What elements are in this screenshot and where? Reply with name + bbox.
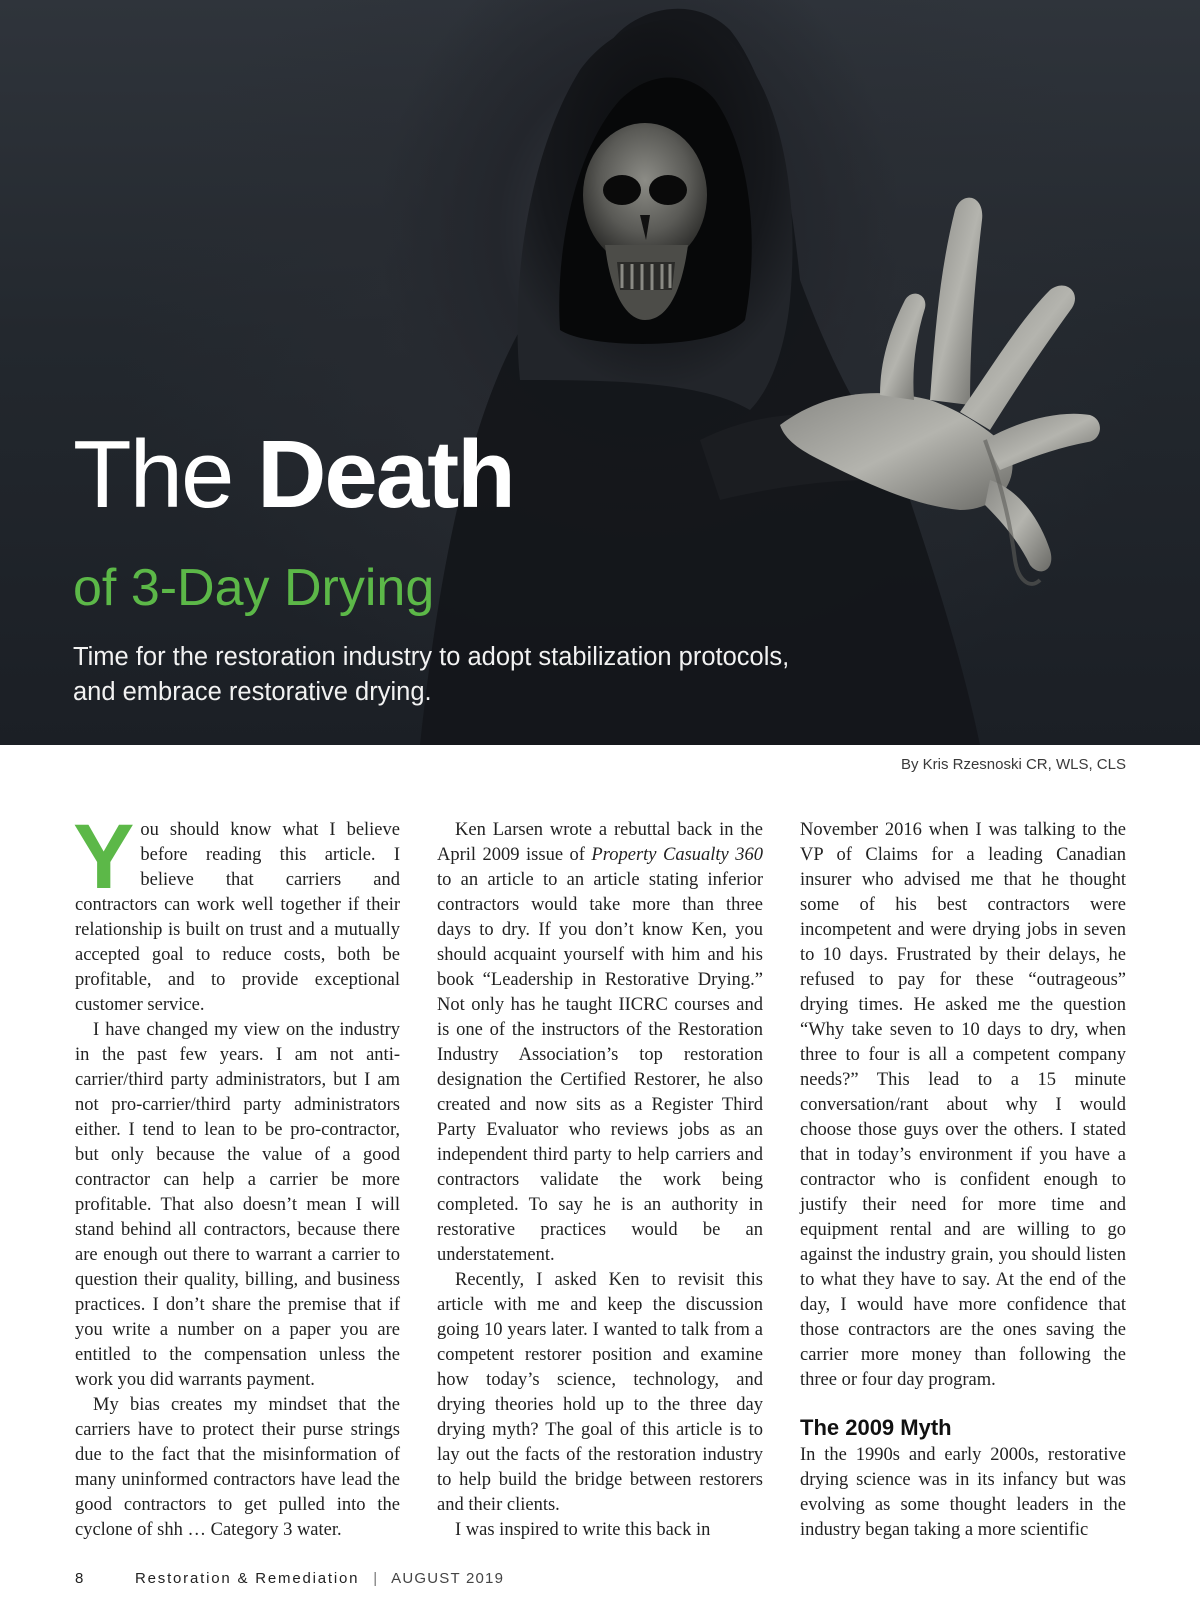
footer-separator: |: [373, 1570, 378, 1587]
paragraph-text: to an article to an article stating inferior contractors would take more than three days to dry. If you don’t know Ken, you should acquaint yourself with him and his book “Leadership in Restorative Drying.” Not only has he taught IICRC courses and is one of the instructors of the Restoration Industry Association’s top restoration designation the Certified Restorer, he also created and now sits as a Register Third Party Evaluator who reviews jobs as an independent third party to help carriers and contractors validate the work being completed. To say he is an authority in restorative practices would be an understatement.: [437, 870, 763, 1265]
paragraph: My bias creates my mindset that the carriers have to protect their purse strings due to the fact that the misinformation of many uninformed contractors have lead the good contractors to get pulled into the cyclone of shh … Category 3 water.: [75, 1395, 400, 1540]
paragraph: I was inspired to write this back in: [455, 1520, 711, 1540]
hero-image: [0, 0, 1200, 745]
publication-title: Property Casualty 360: [591, 845, 764, 865]
section-subhead: The 2009 Myth: [800, 1415, 952, 1440]
paragraph: I have changed my view on the industry in the past few years. I am not anti-carrier/third party administrators, but I am not pro-carrier/third party administrators either. I tend to lean to be pro-contractor, but only because the value of a good contractor can help a carrier be more profitable. That also doesn’t mean I will stand behind all contractors, because there are enough out there to warrant a carrier to question their quality, billing, and business practices. I don’t share the premise that if you write a number on a paper you are entitled to the compensation unless the work you did warrants payment.: [75, 1020, 400, 1390]
paragraph-text: ou should know what I believe before reading this article. I believe that carriers and contractors can work well together if their relationship is built on trust and a mutually accepted goal to reduce costs, both be profitable, and to provide exceptional customer service.: [75, 820, 400, 1015]
page-footer: [75, 1570, 504, 1587]
magazine-name: Restoration & Remediation: [135, 1570, 360, 1587]
headline-word-bold: Death: [257, 421, 514, 528]
paragraph: Recently, I asked Ken to revisit this article with me and keep the discussion going 10 years later. I wanted to talk from a competent restorer position and examine how today’s science, technology, and drying theories hold up to the three day drying myth? The goal of this article is to lay out the facts of the restoration industry to help build the bridge between restorers and their clients.: [437, 1270, 763, 1515]
article-column-3: [800, 818, 1126, 1543]
paragraph: In the 1990s and early 2000s, restorative drying science was in its infancy but was evolving as some thought leaders in the industry began taking a more scientific: [800, 1445, 1126, 1540]
drop-cap: Y: [73, 806, 135, 908]
headline-deck: Time for the restoration industry to adopt stabilization protocols, and embrace restorative drying.: [73, 643, 790, 706]
headline-title: [73, 415, 514, 535]
headline-subtitle: of 3-Day Drying: [73, 559, 435, 617]
byline: By Kris Rzesnoski CR, WLS, CLS: [900, 756, 1126, 773]
paragraph: [73, 806, 400, 1018]
paragraph: [437, 818, 763, 1268]
grim-reaper-illustration: [0, 0, 1200, 745]
article-column-2: [437, 818, 763, 1543]
headline-word-light: The: [73, 421, 233, 528]
paragraph-text: Ken Larsen wrote a rebuttal back in the April 2009 issue of: [437, 820, 763, 865]
page-number: 8: [75, 1570, 84, 1587]
article-column-1: [73, 806, 400, 1543]
paragraph: November 2016 when I was talking to the VP of Claims for a leading Canadian insurer who advised me that he thought some of his best contractors were incompetent and were drying jobs in seven to 10 days. Frustrated by their delays, he refused to pay for these “outrageous” drying times. He asked me the question “Why take seven to 10 days to dry, when three to four is all a competent company needs?” This lead to a 15 minute conversation/rant about why I would choose those guys over the others. I stated that in today’s environment if you have a contractor who is confident enough to justify their need for more time and equipment rental and are willing to go against the industry grain, you should listen to what they have to say. At the end of the day, I would have more confidence that those contractors are the ones saving the carrier more money than following the three or four day program.: [800, 820, 1126, 1390]
issue-date: AUGUST 2019: [391, 1570, 505, 1587]
